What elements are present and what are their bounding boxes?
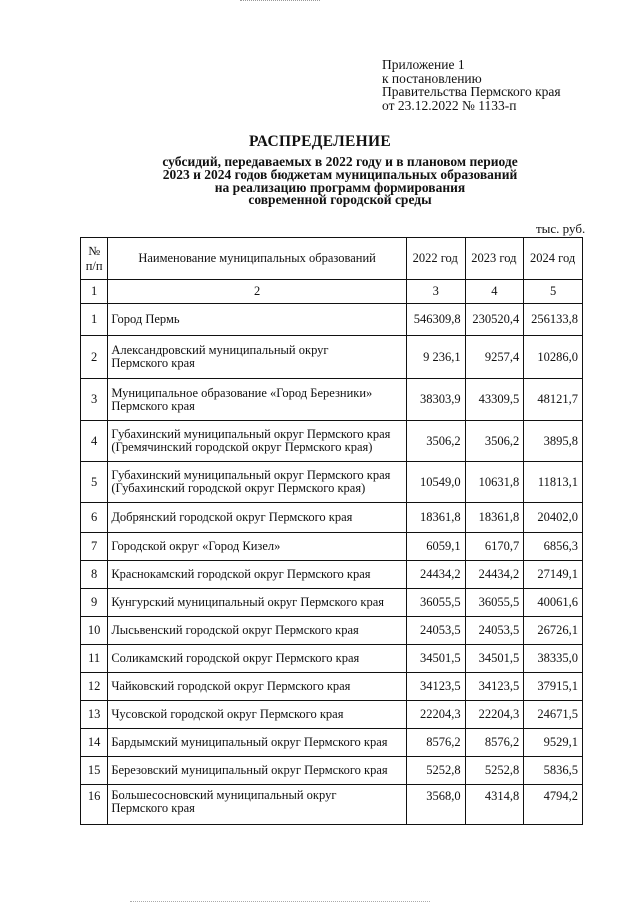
value-2024: 3895,8	[524, 421, 583, 462]
value-2023: 8576,2	[465, 729, 524, 757]
row-number: 5	[81, 462, 108, 503]
value-2022: 5252,8	[406, 757, 465, 785]
table-row	[81, 785, 583, 825]
municipality-name	[108, 379, 407, 421]
row-number: 13	[81, 701, 108, 729]
row-number: 4	[81, 421, 108, 462]
municipality-name: Соликамский городской округ Пермского края	[108, 645, 407, 673]
value-2022: 18361,8	[406, 503, 465, 533]
header-2023: 2023 год	[465, 238, 524, 280]
value-2024: 20402,0	[524, 503, 583, 533]
value-2022: 9 236,1	[406, 336, 465, 379]
value-2022: 3506,2	[406, 421, 465, 462]
value-2024: 24671,5	[524, 701, 583, 729]
table-row	[81, 561, 583, 589]
name-line: Пермского края	[111, 801, 195, 815]
value-2022: 22204,3	[406, 701, 465, 729]
municipality-name	[108, 462, 407, 503]
column-number: 1	[81, 280, 108, 304]
municipality-name: Чайковский городской округ Пермского края	[108, 673, 407, 701]
header-num	[81, 238, 108, 280]
column-number: 2	[108, 280, 407, 304]
value-2022: 24434,2	[406, 561, 465, 589]
table-row	[81, 304, 583, 336]
name-line: Губахинский муниципальный округ Пермского края	[111, 427, 391, 441]
name-line: Большесосновский муниципальный округ	[111, 788, 337, 802]
row-number: 12	[81, 673, 108, 701]
subtitle-line: современной городской среды	[248, 192, 432, 208]
table-body	[81, 304, 583, 825]
value-2023: 4314,8	[465, 785, 524, 825]
table-row	[81, 701, 583, 729]
appendix-note	[382, 58, 561, 112]
row-number: 6	[81, 503, 108, 533]
document-title: РАСПРЕДЕЛЕНИЕ	[249, 133, 391, 150]
table-row	[81, 757, 583, 785]
table-row	[81, 462, 583, 503]
row-number: 11	[81, 645, 108, 673]
value-2024: 5836,5	[524, 757, 583, 785]
municipality-name: Березовский муниципальный округ Пермского края	[108, 757, 407, 785]
table-row	[81, 336, 583, 379]
value-2023: 10631,8	[465, 462, 524, 503]
municipality-name: Бардымский муниципальный округ Пермского края	[108, 729, 407, 757]
municipality-name: Городской округ «Город Кизел»	[108, 533, 407, 561]
table-row	[81, 533, 583, 561]
value-2022: 6059,1	[406, 533, 465, 561]
value-2024: 9529,1	[524, 729, 583, 757]
value-2023: 34501,5	[465, 645, 524, 673]
header-row	[81, 238, 583, 280]
value-2023: 6170,7	[465, 533, 524, 561]
table-row	[81, 617, 583, 645]
row-number: 8	[81, 561, 108, 589]
value-2023: 34123,5	[465, 673, 524, 701]
value-2024: 38335,0	[524, 645, 583, 673]
municipality-name: Чусовской городской округ Пермского края	[108, 701, 407, 729]
value-2023: 36055,5	[465, 589, 524, 617]
value-2023: 24053,5	[465, 617, 524, 645]
table-row	[81, 503, 583, 533]
value-2023: 3506,2	[465, 421, 524, 462]
header-2022: 2022 год	[406, 238, 465, 280]
value-2023: 24434,2	[465, 561, 524, 589]
row-number: 3	[81, 379, 108, 421]
value-2024: 37915,1	[524, 673, 583, 701]
value-2023: 22204,3	[465, 701, 524, 729]
value-2024: 10286,0	[524, 336, 583, 379]
name-line: Город Пермь	[111, 312, 180, 326]
value-2022: 34123,5	[406, 673, 465, 701]
municipality-name	[108, 336, 407, 379]
header-num-line: №	[88, 243, 101, 258]
value-2024: 48121,7	[524, 379, 583, 421]
column-number-row	[81, 280, 583, 304]
value-2022: 34501,5	[406, 645, 465, 673]
value-2022: 10549,0	[406, 462, 465, 503]
value-2024: 4794,2	[524, 785, 583, 825]
row-number: 2	[81, 336, 108, 379]
table-row	[81, 589, 583, 617]
name-line: (Гремячинский городской округ Пермского края)	[111, 440, 373, 454]
row-number: 16	[81, 785, 108, 825]
document-subtitle	[0, 156, 640, 207]
scan-artifact-bottom	[130, 901, 430, 905]
subtitle-line: 2023 и 2024 годов бюджетам муниципальных образований	[162, 166, 518, 182]
appendix-line: от 23.12.2022 № 1133-п	[382, 97, 517, 113]
row-number: 14	[81, 729, 108, 757]
table-row	[81, 645, 583, 673]
value-2023: 5252,8	[465, 757, 524, 785]
value-2024: 40061,6	[524, 589, 583, 617]
value-2024: 6856,3	[524, 533, 583, 561]
appendix-line: Правительства Пермского края	[382, 84, 561, 99]
value-2023: 9257,4	[465, 336, 524, 379]
municipality-name	[108, 421, 407, 462]
municipality-name: Кунгурский муниципальный округ Пермского края	[108, 589, 407, 617]
municipality-name: Добрянский городской округ Пермского края	[108, 503, 407, 533]
subtitle-line: на реализацию программ формирования	[214, 179, 466, 195]
header-2024: 2024 год	[524, 238, 583, 280]
municipality-name	[108, 785, 407, 825]
appendix-line: Приложение 1	[382, 57, 465, 72]
value-2024: 27149,1	[524, 561, 583, 589]
name-line: Александровский муниципальный округ	[111, 343, 329, 357]
row-number: 10	[81, 617, 108, 645]
name-line: Пермского края	[111, 356, 195, 370]
value-2024: 26726,1	[524, 617, 583, 645]
row-number: 15	[81, 757, 108, 785]
municipality-name: Лысьвенский городской округ Пермского края	[108, 617, 407, 645]
name-line: (Губахинский городской округ Пермского края)	[111, 481, 366, 495]
value-2023: 18361,8	[465, 503, 524, 533]
value-2022: 8576,2	[406, 729, 465, 757]
value-2024: 11813,1	[524, 462, 583, 503]
value-2022: 3568,0	[406, 785, 465, 825]
row-number: 7	[81, 533, 108, 561]
municipality-name	[108, 304, 407, 336]
value-2024: 256133,8	[524, 304, 583, 336]
column-number: 3	[406, 280, 465, 304]
row-number: 9	[81, 589, 108, 617]
table-row	[81, 421, 583, 462]
table-row	[81, 379, 583, 421]
table-row	[81, 729, 583, 757]
value-2022: 546309,8	[406, 304, 465, 336]
name-line: Пермского края	[111, 398, 195, 413]
column-number: 4	[465, 280, 524, 304]
value-2022: 24053,5	[406, 617, 465, 645]
value-2022: 36055,5	[406, 589, 465, 617]
row-number: 1	[81, 304, 108, 336]
scan-artifact-top	[240, 0, 320, 3]
header-name: Наименование муниципальных образований	[108, 238, 407, 280]
distribution-table	[80, 237, 583, 825]
header-num-line: п/п	[85, 258, 103, 273]
appendix-line: к постановлению	[382, 70, 482, 86]
name-line: Муниципальное образование «Город Березники»	[111, 385, 373, 400]
subtitle-line: субсидий, передаваемых в 2022 году и в плановом периоде	[162, 154, 518, 169]
value-2022: 38303,9	[406, 379, 465, 421]
value-2023: 43309,5	[465, 379, 524, 421]
units-label: тыс. руб.	[536, 221, 586, 236]
municipality-name: Краснокамский городской округ Пермского края	[108, 561, 407, 589]
table-row	[81, 673, 583, 701]
name-line: Губахинский муниципальный округ Пермского края	[111, 468, 391, 482]
value-2023: 230520,4	[465, 304, 524, 336]
column-number: 5	[524, 280, 583, 304]
